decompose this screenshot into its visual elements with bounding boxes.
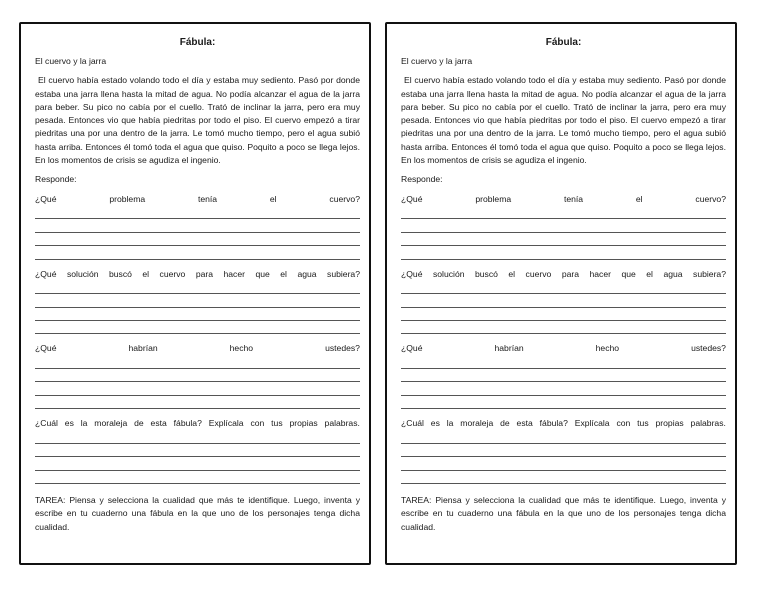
answer-line[interactable] <box>401 431 726 444</box>
answer-line[interactable] <box>401 356 726 369</box>
answer-line[interactable] <box>401 294 726 307</box>
question-2: ¿Qué solución buscó el cuervo para hacer que el agua subiera? <box>401 268 726 279</box>
answer-line[interactable] <box>35 246 360 259</box>
answer-lines-2[interactable] <box>35 281 360 335</box>
question-4: ¿Cuál es la moraleja de esta fábula? Explícala con tus propias palabras. <box>35 418 360 429</box>
answer-line[interactable] <box>35 431 360 444</box>
answer-line[interactable] <box>35 233 360 246</box>
question-2: ¿Qué solución buscó el cuervo para hacer que el agua subiera? <box>35 268 360 279</box>
answer-line[interactable] <box>35 281 360 294</box>
story-title: El cuervo y la jarra <box>35 56 107 66</box>
answer-line[interactable] <box>401 382 726 395</box>
answer-lines-4[interactable] <box>35 431 360 485</box>
homework-task: TAREA: Piensa y selecciona la cualidad que más te identifique. Luego, inventa y escribe en tu cuaderno una fábula en la que uno de los personajes tenga dicha cualidad. <box>35 495 360 532</box>
answer-line[interactable] <box>401 233 726 246</box>
answer-line[interactable] <box>35 396 360 409</box>
answer-lines-1[interactable] <box>401 206 726 260</box>
answer-line[interactable] <box>35 206 360 219</box>
worksheet-right <box>385 22 737 565</box>
worksheet-title: Fábula: <box>545 37 582 48</box>
answer-line[interactable] <box>401 321 726 334</box>
story-text: El cuervo había estado volando todo el día y estaba muy sediento. Pasó por donde estaba una jarra llena hasta la mitad de agua. No podía alcanzar el agua de la jarra para beber. Su pico no cabía por el cuello. Trató de inclinar la jarra, pero era muy pesada. Entonces vio que había piedritas por todo el piso. El cuervo empezó a tirar piedritas una por una dentro de la jarra. Le tomó mucho tiempo, pero el agua subió hasta arriba. Entonces él tomó toda el agua que quiso. Poquito a poco se llega lejos. En los momentos de crisis se agudiza el ingenio. <box>401 75 726 166</box>
question-3: ¿Qué habrían hecho ustedes? <box>401 343 726 354</box>
answer-line[interactable] <box>401 444 726 457</box>
answer-line[interactable] <box>35 219 360 232</box>
question-1: ¿Qué problema tenía el cuervo? <box>401 193 726 204</box>
answer-line[interactable] <box>35 321 360 334</box>
answer-lines-3[interactable] <box>401 356 726 410</box>
answer-line[interactable] <box>35 471 360 484</box>
answer-line[interactable] <box>35 308 360 321</box>
answer-line[interactable] <box>401 219 726 232</box>
answer-line[interactable] <box>401 246 726 259</box>
answer-line[interactable] <box>35 294 360 307</box>
question-3: ¿Qué habrían hecho ustedes? <box>35 343 360 354</box>
answer-lines-1[interactable] <box>35 206 360 260</box>
answer-line[interactable] <box>401 396 726 409</box>
worksheet-left <box>19 22 371 565</box>
answer-line[interactable] <box>35 444 360 457</box>
homework-task: TAREA: Piensa y selecciona la cualidad que más te identifique. Luego, inventa y escribe en tu cuaderno una fábula en la que uno de los personajes tenga dicha cualidad. <box>401 495 726 532</box>
worksheet-title: Fábula: <box>179 37 216 48</box>
respond-label: Responde: <box>401 174 443 185</box>
answer-lines-4[interactable] <box>401 431 726 485</box>
story-title: El cuervo y la jarra <box>401 56 473 66</box>
answer-line[interactable] <box>401 471 726 484</box>
answer-line[interactable] <box>401 281 726 294</box>
answer-line[interactable] <box>401 206 726 219</box>
answer-lines-2[interactable] <box>401 281 726 335</box>
answer-line[interactable] <box>401 308 726 321</box>
respond-label: Responde: <box>35 174 77 185</box>
story-text: El cuervo había estado volando todo el día y estaba muy sediento. Pasó por donde estaba una jarra llena hasta la mitad de agua. No podía alcanzar el agua de la jarra para beber. Su pico no cabía por el cuello. Trató de inclinar la jarra, pero era muy pesada. Entonces vio que había piedritas por todo el piso. El cuervo empezó a tirar piedritas una por una dentro de la jarra. Le tomó mucho tiempo, pero el agua subió hasta arriba. Entonces él tomó toda el agua que quiso. Poquito a poco se llega lejos. En los momentos de crisis se agudiza el ingenio. <box>35 75 360 166</box>
question-1: ¿Qué problema tenía el cuervo? <box>35 193 360 204</box>
answer-line[interactable] <box>35 369 360 382</box>
question-4: ¿Cuál es la moraleja de esta fábula? Explícala con tus propias palabras. <box>401 418 726 429</box>
answer-line[interactable] <box>35 382 360 395</box>
answer-lines-3[interactable] <box>35 356 360 410</box>
answer-line[interactable] <box>35 356 360 369</box>
answer-line[interactable] <box>401 457 726 470</box>
answer-line[interactable] <box>35 457 360 470</box>
answer-line[interactable] <box>401 369 726 382</box>
